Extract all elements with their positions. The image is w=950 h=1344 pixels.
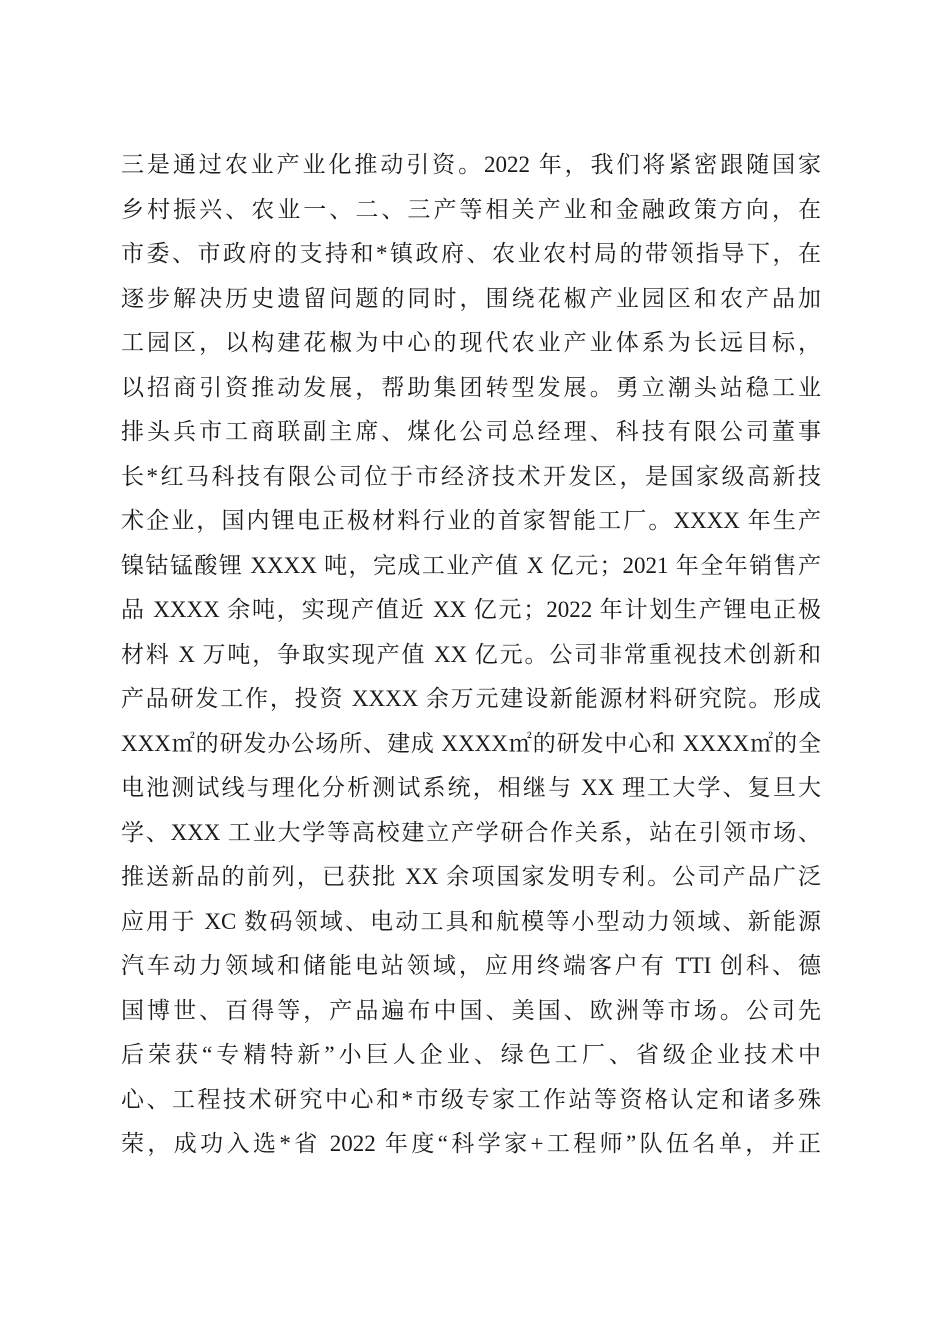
text-line: 材料 X 万吨，争取实现产值 XX 亿元。公司非常重视技术创新和 [121,641,821,667]
text-line: 市委、市政府的支持和*镇政府、农业农村局的带领指导下，在 [121,241,821,266]
text-line: 应用于 XC 数码领域、电动工具和航模等小型动力领域、新能源 [121,908,821,934]
text-line: 心、工程技术研究中心和*市级专家工作站等资格认定和诸多殊 [121,1086,821,1112]
text-line: 镍钴锰酸锂 XXXX 吨，完成工业产值 X 亿元；2021 年全年销售产 [121,552,821,578]
text-line: 逐步解决历史遗留问题的同时，围绕花椒产业园区和农产品加 [121,285,821,311]
text-line: 国博世、百得等，产品遍布中国、美国、欧洲等市场。公司先 [121,997,821,1023]
text-line: 学、XXX 工业大学等高校建立产学研合作关系，站在引领市场、 [121,819,821,845]
text-line: 工园区，以构建花椒为中心的现代农业产业体系为长远目标， [121,330,821,355]
text-line: XXX㎡的研发办公场所、建成 XXXX㎡的研发中心和 XXXX㎡的全 [121,730,821,756]
text-line: 术企业，国内锂电正极材料行业的首家智能工厂。XXXX 年生产 [121,508,821,533]
text-line: 荣，成功入选*省 2022 年度“科学家+工程师”队伍名单，并正 [121,1131,821,1156]
text-line: 电池测试线与理化分析测试系统，相继与 XX 理工大学、复旦大 [121,775,821,800]
text-line: 推送新品的前列，已获批 XX 余项国家发明专利。公司产品广泛 [121,864,821,889]
text-line: 后荣获“专精特新”小巨人企业、绿色工厂、省级企业技术中 [121,1042,821,1067]
text-line: 排头兵市工商联副主席、煤化公司总经理、科技有限公司董事 [121,419,821,444]
text-line: 品 XXXX 余吨，实现产值近 XX 亿元；2022 年计划生产锂电正极 [121,597,821,622]
text-line: 以招商引资推动发展，帮助集团转型发展。勇立潮头站稳工业 [121,374,821,400]
text-line: 长*红马科技有限公司位于市经济技术开发区，是国家级高新技 [121,463,821,489]
text-line: 产品研发工作，投资 XXXX 余万元建设新能源材料研究院。形成 [121,686,821,711]
text-line: 三是通过农业产业化推动引资。2022 年，我们将紧密跟随国家 [121,152,821,177]
text-line: 乡村振兴、农业一、二、三产等相关产业和金融政策方向，在 [121,196,821,222]
text-line: 汽车动力领域和储能电站领域，应用终端客户有 TTI 创科、德 [121,953,821,978]
paragraph-text-block [121,143,821,1167]
